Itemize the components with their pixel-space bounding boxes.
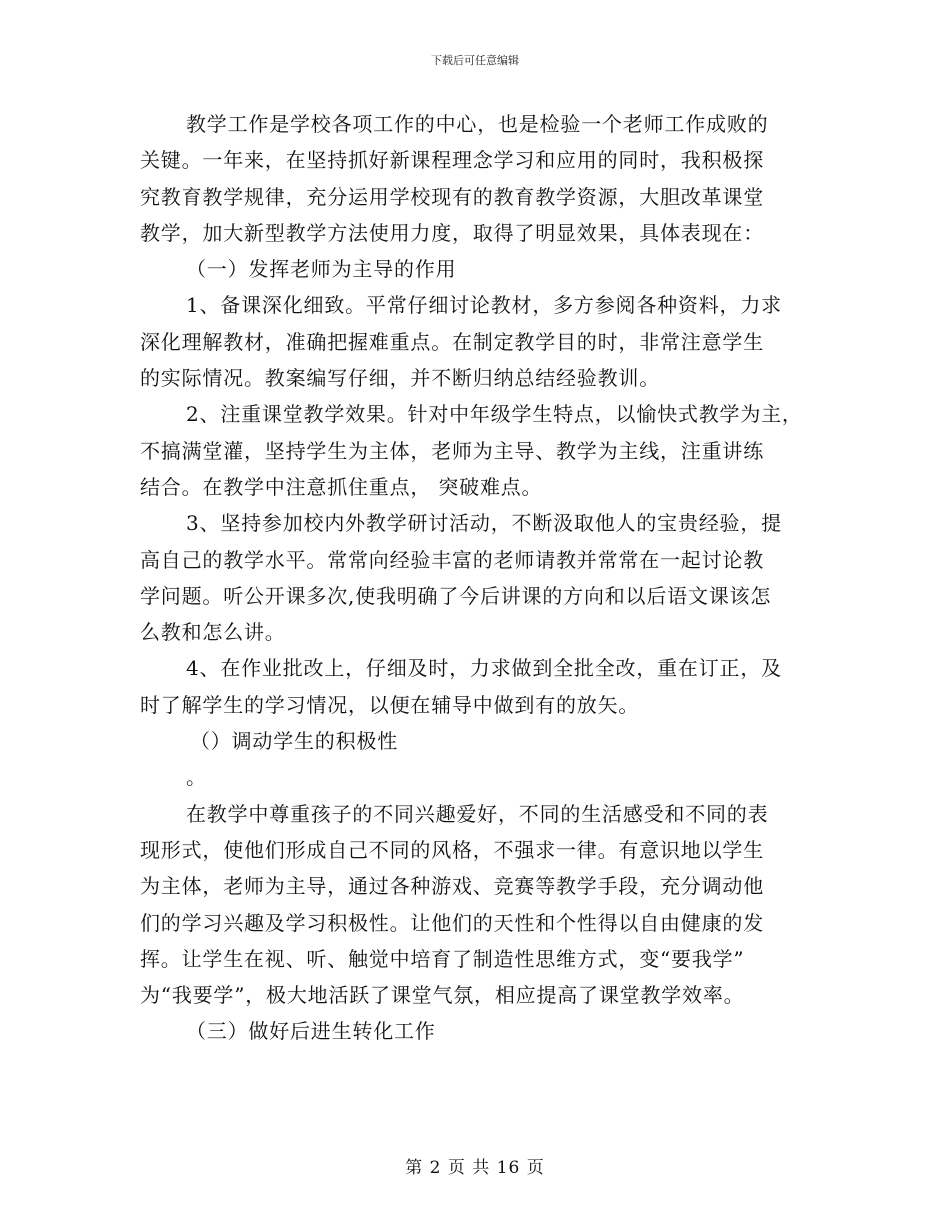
text-line: 教学工作是学校各项工作的中心，也是检验一个老师工作成败的 [186, 112, 769, 136]
text-line: 4、在作业批改上，仔细及时，力求做到全批全改，重在订正，及 [186, 656, 782, 681]
text-line: 。 [186, 765, 207, 790]
text-line: 3、坚持参加校内外教学研讨活动，不断汲取他人的宝贵经验，提 [186, 511, 782, 536]
text-line: 现形式，使他们形成自己不同的风格，不强求一律。有意识地以学生 [140, 837, 764, 862]
document-body [140, 106, 830, 1050]
page-header-note: 下载后可任意编辑 [431, 54, 519, 67]
text-line: 们的学习兴趣及学习积极性。让他们的天性和个性得以自由健康的发 [140, 910, 764, 935]
text-line: 教学，加大新型教学方法使用力度，取得了明显效果，具体表现在： [140, 220, 764, 245]
section-heading: （三）做好后进生转化工作 [186, 1019, 436, 1044]
text-line: 在教学中尊重孩子的不同兴趣爱好，不同的生活感受和不同的表 [186, 801, 769, 826]
text-line: 学问题。听公开课多次,使我明确了今后讲课的方向和以后语文课该怎 [140, 583, 772, 608]
text-line: 时了解学生的学习情况，以便在辅导中做到有的放矢。 [140, 692, 640, 717]
text-line: 1、备课深化细致。平常仔细讨论教材，多方参阅各种资料，力求 [186, 293, 782, 318]
text-line: 的实际情况。教案编写仔细，并不断归纳总结经验教训。 [140, 366, 660, 391]
text-line: 为“我要学”，极大地活跃了课堂气氛，相应提高了课堂教学效率。 [140, 983, 745, 1008]
section-heading: （）调动学生的积极性 [190, 729, 398, 754]
text-line: 不搞满堂灌，坚持学生为主体，老师为主导、教学为主线，注重讲练 [140, 438, 764, 463]
text-line: 究教育教学规律，充分运用学校现有的教育教学资源，大胆改革课堂 [140, 184, 764, 209]
section-heading: （一）发挥老师为主导的作用 [186, 257, 457, 282]
text-line: 挥。让学生在视、听、触觉中培育了制造性思维方式，变“要我学” [140, 946, 745, 971]
text-line: 2、注重课堂教学效果。针对中年级学生特点，以愉快式教学为主， [186, 402, 803, 427]
text-line: 为主体，老师为主导，通过各种游戏、竞赛等教学手段，充分调动他 [140, 874, 764, 899]
text-line: 关键。一年来，在坚持抓好新课程理念学习和应用的同时，我积极探 [140, 148, 764, 173]
text-line: 高自己的教学水平。常常向经验丰富的老师请教并常常在一起讨论教 [140, 547, 764, 572]
text-line: 么教和怎么讲。 [140, 620, 286, 645]
page-number: 第 2 页 共 16 页 [405, 1158, 545, 1178]
text-line: 深化理解教材，准确把握难重点。在制定教学目的时，非常注意学生 [140, 329, 764, 354]
text-line: 结合。在教学中注意抓住重点， 突破难点。 [140, 474, 543, 499]
